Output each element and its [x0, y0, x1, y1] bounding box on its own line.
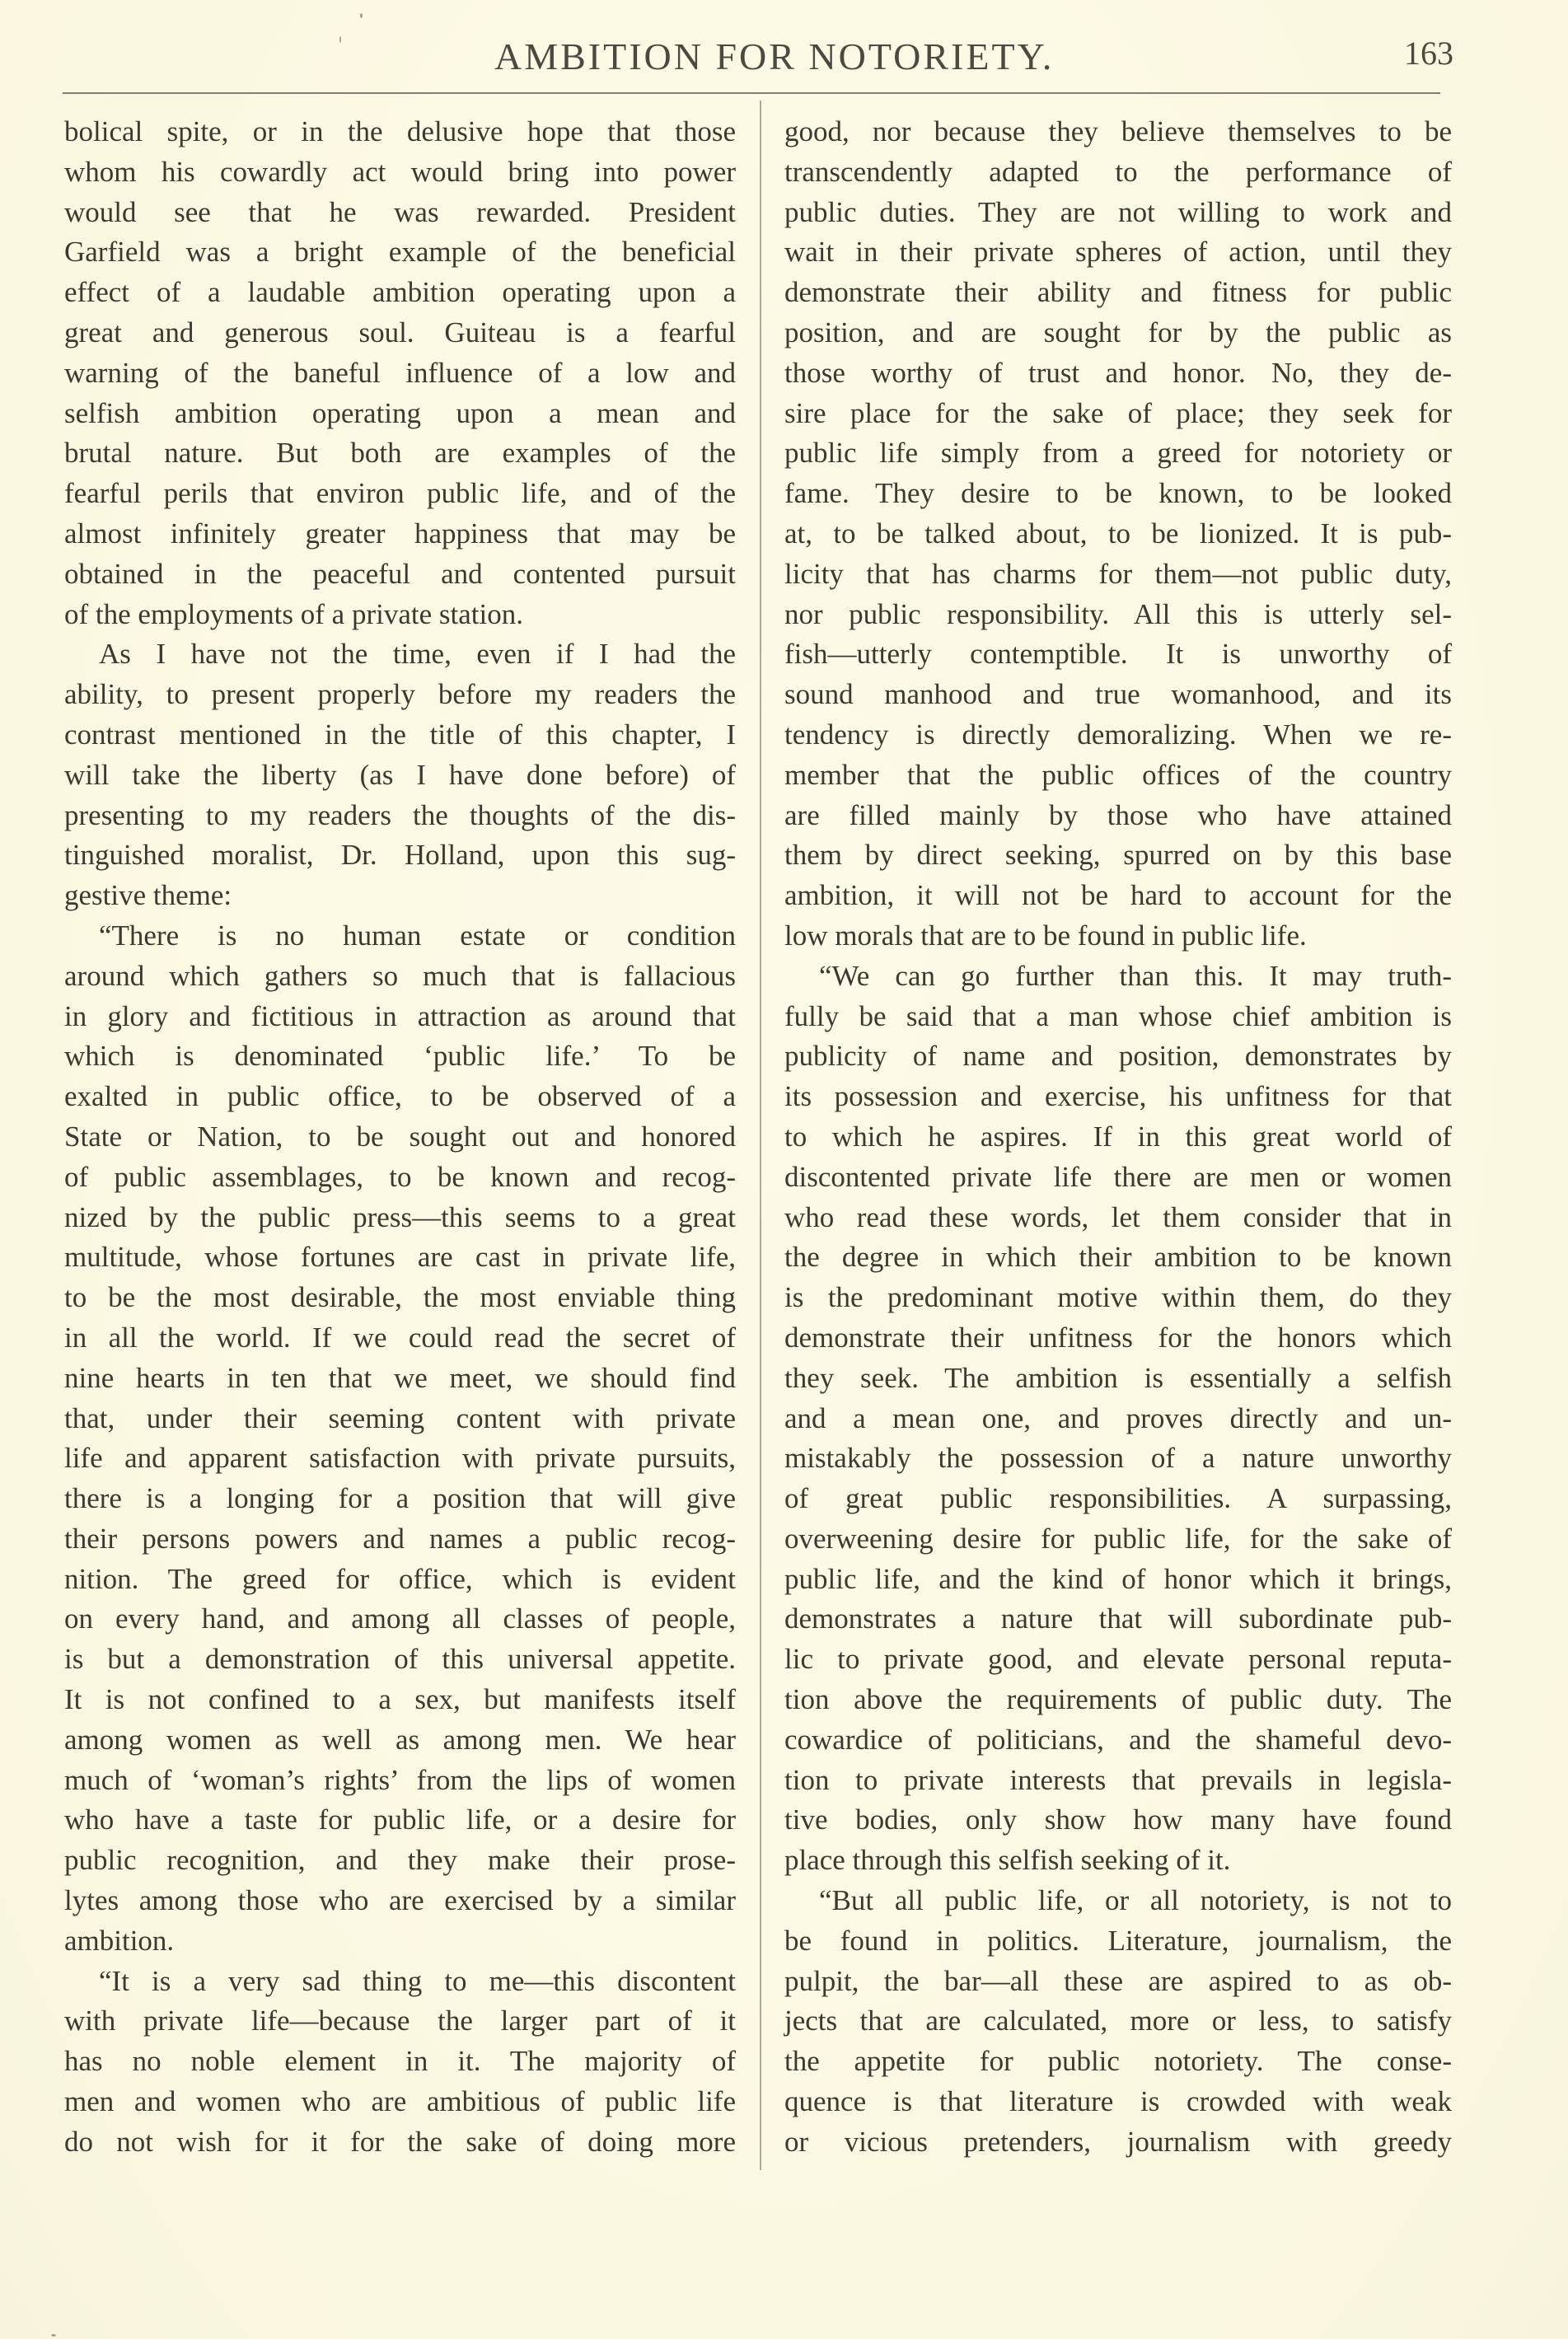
text-line: who have a taste for public life, or a desire for [64, 1803, 736, 1836]
text-line: gestive theme: [64, 879, 232, 912]
text-line: in all the world. If we could read the secret of [64, 1321, 736, 1354]
text-line: its possession and exercise, his unfitness for that [784, 1080, 1452, 1113]
text-line: public recognition, and they make their prose- [64, 1844, 736, 1877]
text-line: tinguished moralist, Dr. Holland, upon this sug- [64, 839, 736, 872]
text-line: member that the public offices of the country [784, 758, 1452, 791]
text-line: great and generous soul. Guiteau is a fearful [64, 316, 736, 349]
text-line: demonstrates a nature that will subordinate pub- [784, 1602, 1452, 1635]
text-line: licity that has charms for them—not public duty, [784, 557, 1452, 590]
text-line: demonstrate their ability and fitness for public [784, 276, 1452, 309]
text-line: they seek. The ambition is essentially a selfish [784, 1361, 1452, 1394]
text-line: tive bodies, only show how many have found [784, 1803, 1452, 1836]
header-rule [63, 92, 1440, 94]
text-line: “It is a very sad thing to me—this discontent [99, 1964, 736, 1997]
text-line: those worthy of trust and honor. No, they de- [784, 356, 1452, 389]
text-line: that, under their seeming content with private [64, 1401, 736, 1434]
running-title: AMBITION FOR NOTORIETY. [494, 35, 1055, 77]
text-line: quence is that literature is crowded with weak [784, 2085, 1452, 2118]
page-number: 163 [1404, 35, 1453, 72]
paper-speck [51, 2334, 56, 2337]
text-line: jects that are calculated, more or less, to satisfy [784, 2005, 1452, 2037]
text-line: contrast mentioned in the title of this chapter, I [64, 718, 736, 751]
text-line: will take the liberty (as I have done before) of [64, 758, 736, 791]
text-line: at, to be talked about, to be lionized. It is pub- [784, 517, 1452, 550]
text-line: do not wish for it for the sake of doing more [64, 2125, 736, 2158]
text-line: to which he aspires. If in this great world of [784, 1120, 1452, 1153]
text-line: life and apparent satisfaction with private pursuits, [64, 1442, 736, 1475]
text-line: overweening desire for public life, for the sake of [784, 1522, 1452, 1555]
text-line: effect of a laudable ambition operating upon a [64, 276, 736, 309]
text-line: presenting to my readers the thoughts of the dis- [64, 798, 736, 831]
text-line: fully be said that a man whose chief ambition is [784, 999, 1452, 1032]
text-line: “But all public life, or all notoriety, is not to [819, 1884, 1452, 1917]
paper-speck [339, 36, 341, 43]
text-line: demonstrate their unfitness for the honors which [784, 1321, 1452, 1354]
text-line: around which gathers so much that is fallacious [64, 959, 736, 992]
text-line: place through this selfish seeking of it. [784, 1844, 1231, 1877]
text-line: transcendently adapted to the performance of [784, 155, 1452, 188]
text-line: As I have not the time, even if I had the [99, 638, 736, 671]
text-line: selfish ambition operating upon a mean and [64, 396, 736, 429]
text-line: exalted in public office, to be observed of a [64, 1080, 736, 1113]
text-line: would see that he was rewarded. President [64, 195, 736, 228]
text-line: It is not confined to a sex, but manifests itself [64, 1683, 736, 1716]
text-line: lic to private good, and elevate personal reputa- [784, 1643, 1452, 1676]
text-line: with private life—because the larger part of it [64, 2005, 736, 2037]
text-line: tendency is directly demoralizing. When we re- [784, 718, 1452, 751]
text-line: low morals that are to be found in public life. [784, 919, 1307, 952]
text-line: ability, to present properly before my readers the [64, 678, 736, 711]
text-line: nine hearts in ten that we meet, we should find [64, 1361, 736, 1394]
text-line: State or Nation, to be sought out and honored [64, 1120, 736, 1153]
text-line: the degree in which their ambition to be known [784, 1241, 1452, 1274]
text-line: of the employments of a private station. [64, 597, 523, 630]
text-line: discontented private life there are men or women [784, 1160, 1452, 1193]
text-line: nor public responsibility. All this is utterly sel- [784, 597, 1452, 630]
text-line: cowardice of politicians, and the shameful devo- [784, 1723, 1452, 1756]
text-line: of great public responsibilities. A surpassing, [784, 1482, 1452, 1515]
text-line: nized by the public press—this seems to a great [64, 1200, 736, 1233]
text-line: warning of the baneful influence of a low and [64, 356, 736, 389]
text-line: men and women who are ambitious of public life [64, 2085, 736, 2118]
text-line: are filled mainly by those who have attained [784, 798, 1452, 831]
text-line: their persons powers and names a public recog- [64, 1522, 736, 1555]
text-line: ambition. [64, 1924, 175, 1957]
text-line: obtained in the peaceful and contented pursuit [64, 557, 736, 590]
text-line: of public assemblages, to be known and recog- [64, 1160, 736, 1193]
text-line: which is denominated ‘public life.’ To be [64, 1040, 736, 1073]
text-line: “There is no human estate or condition [99, 919, 736, 952]
text-line: the appetite for public notoriety. The conse- [784, 2045, 1452, 2078]
text-line: tion to private interests that prevails in legisla- [784, 1763, 1452, 1796]
text-line: ambition, it will not be hard to account for the [784, 879, 1452, 912]
text-line: has no noble element in it. The majority of [64, 2045, 736, 2078]
text-line: to be the most desirable, the most enviable thing [64, 1281, 736, 1314]
text-line: mistakably the possession of a nature unworthy [784, 1442, 1452, 1475]
text-line: multitude, whose fortunes are cast in private life, [64, 1241, 736, 1274]
text-line: there is a longing for a position that will give [64, 1482, 736, 1515]
text-line: is the predominant motive within them, do they [784, 1281, 1452, 1314]
text-line: them by direct seeking, spurred on by this base [784, 839, 1452, 872]
text-line: be found in politics. Literature, journalism, the [784, 1924, 1452, 1957]
right-column [784, 112, 1452, 2163]
text-line: fearful perils that environ public life, and of the [64, 477, 736, 510]
text-line: whom his cowardly act would bring into power [64, 155, 736, 188]
text-line: bolical spite, or in the delusive hope that those [64, 115, 736, 147]
text-line: who read these words, let them consider that in [784, 1200, 1452, 1233]
text-line: on every hand, and among all classes of people, [64, 1602, 736, 1635]
text-line: sound manhood and true womanhood, and its [784, 678, 1452, 711]
text-line: public life, and the kind of honor which it brings, [784, 1562, 1452, 1595]
text-line: good, nor because they believe themselves to be [784, 115, 1452, 147]
text-line: among women as well as among men. We hear [64, 1723, 736, 1756]
text-line: position, and are sought for by the public as [784, 316, 1452, 349]
text-line: wait in their private spheres of action, until they [784, 236, 1452, 269]
text-line: almost infinitely greater happiness that may be [64, 517, 736, 550]
text-line: public duties. They are not willing to work and [784, 195, 1452, 228]
text-line: fish—utterly contemptible. It is unworthy of [784, 638, 1452, 671]
text-line: is but a demonstration of this universal appetite. [64, 1643, 736, 1676]
text-line: brutal nature. But both are examples of the [64, 437, 736, 470]
text-line: public life simply from a greed for notoriety or [784, 437, 1452, 470]
text-line: lytes among those who are exercised by a similar [64, 1884, 736, 1917]
text-line: tion above the requirements of public duty. The [784, 1683, 1452, 1716]
text-line: fame. They desire to be known, to be looked [784, 477, 1452, 510]
text-line: much of ‘woman’s rights’ from the lips of women [64, 1763, 736, 1796]
text-line: in glory and fictitious in attraction as around that [64, 999, 736, 1032]
paper-speck [360, 13, 363, 18]
text-line: Garfield was a bright example of the beneficial [64, 236, 736, 269]
text-line: publicity of name and position, demonstrates by [784, 1040, 1452, 1073]
text-line: nition. The greed for office, which is evident [64, 1562, 736, 1595]
text-line: “We can go further than this. It may truth- [819, 959, 1452, 992]
column-divider [760, 101, 761, 2170]
text-line: and a mean one, and proves directly and un- [784, 1401, 1452, 1434]
text-line: pulpit, the bar—all these are aspired to as ob- [784, 1964, 1452, 1997]
text-line: sire place for the sake of place; they seek for [784, 396, 1452, 429]
text-line: or vicious pretenders, journalism with greedy [784, 2125, 1452, 2158]
left-column [64, 112, 736, 2163]
